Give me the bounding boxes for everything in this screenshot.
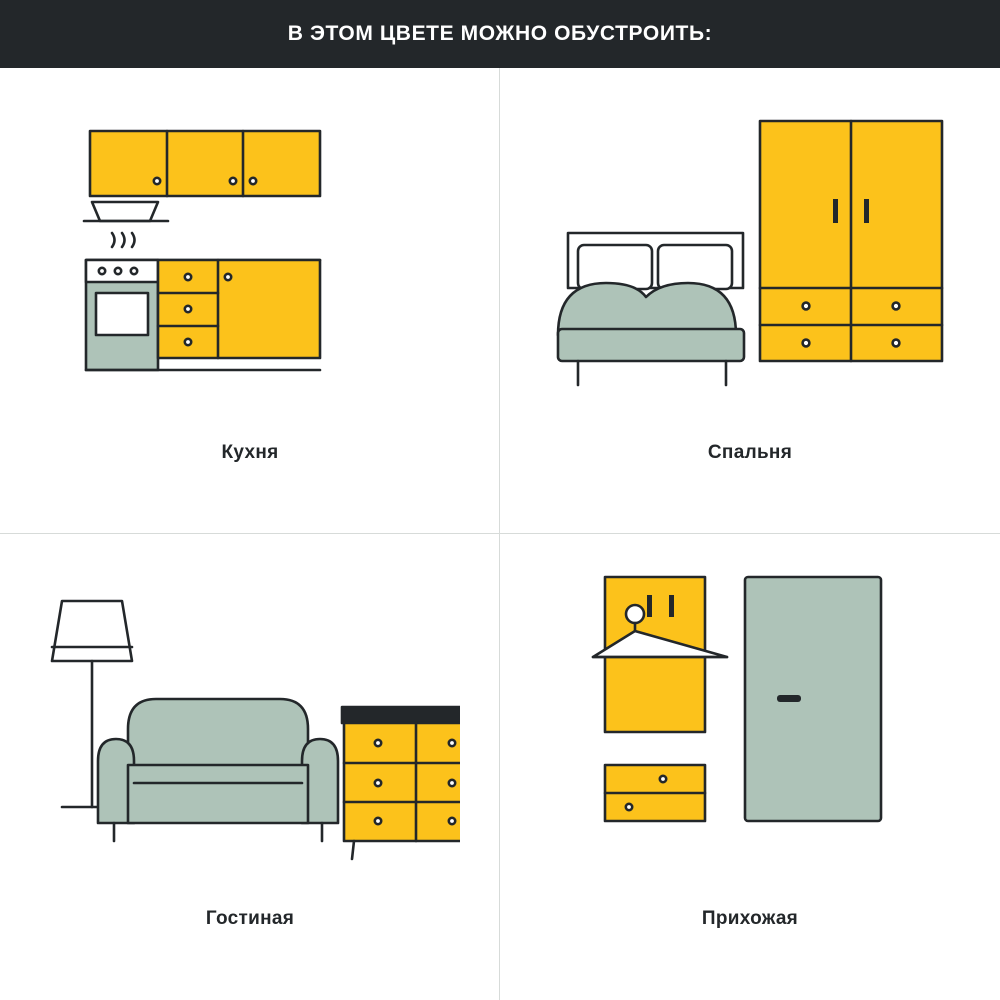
room-label-living-room: Гостиная — [205, 908, 295, 929]
room-label-bedroom: Спальня — [707, 442, 793, 463]
living-room-icon — [40, 569, 460, 869]
page-title: В ЭТОМ ЦВЕТЕ МОЖНО ОБУСТРОИТЬ: — [287, 22, 713, 45]
bedroom-illustration-wrap — [500, 68, 1000, 438]
header-bar — [0, 0, 1000, 68]
room-cell-bedroom[interactable] — [500, 68, 1000, 534]
room-cell-hallway[interactable] — [500, 534, 1000, 1000]
bedroom-icon — [550, 103, 950, 403]
hallway-illustration-wrap — [500, 534, 1000, 904]
room-cell-living-room[interactable] — [0, 534, 500, 1000]
room-cell-kitchen[interactable] — [0, 68, 500, 534]
kitchen-illustration-wrap — [0, 68, 500, 438]
room-label-kitchen: Кухня — [221, 442, 279, 463]
living-room-illustration-wrap — [0, 534, 500, 904]
room-label-hallway: Прихожая — [701, 908, 799, 929]
hallway-icon — [585, 569, 915, 869]
room-grid — [0, 68, 1000, 1000]
kitchen-icon — [80, 103, 420, 403]
